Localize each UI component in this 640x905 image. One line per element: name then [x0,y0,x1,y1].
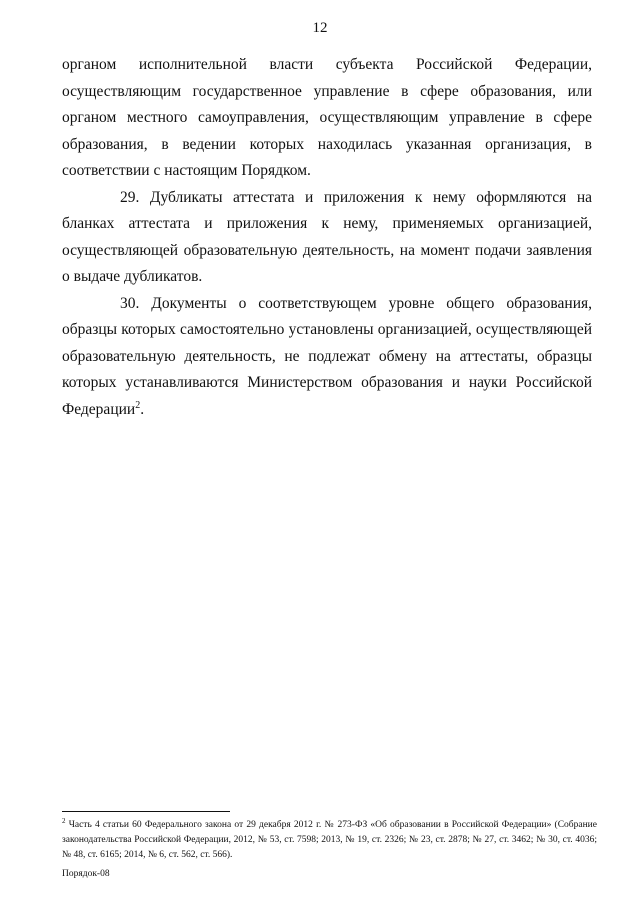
paragraph-30 [62,291,592,424]
paragraph-continuation: органом исполнительной власти субъекта Российской Федерации, осуществляющим государственное управление в сфере образования, или органом местного самоуправления, осуществляющим управление в сфере образования, в ведении которых находилась указанная организация, в соответствии с настоящим Порядком. [62,56,592,179]
page-number: 12 [312,20,328,36]
paragraph-30-end: . [140,400,145,418]
paragraph-30-text: 30. Документы о соответствующем уровне общего образования, образцы которых самостоятельно установлены организацией, осуществляющей образовательную деятельность, не подлежат обмену на аттестаты, образцы которых устанавливаются Министерством образования и науки Российской Федерации [62,294,592,418]
document-body [62,52,592,423]
document-code: Порядок-08 [62,869,110,879]
footnote [62,818,597,863]
paragraph-29: 29. Дубликаты аттестата и приложения к нему оформляются на бланках аттестата и приложения к нему, применяемых организацией, осуществляющей образовательную деятельность, на момент подачи заявления о выдаче дубликатов. [62,188,592,285]
footnote-reference: 2 [135,399,141,411]
footnote-separator [62,811,230,812]
footnote-text: Часть 4 статьи 60 Федерального закона от 29 декабря 2012 г. № 273-ФЗ «Об образовании в Российской Федерации» (Собрание законодательства Российской Федерации, 2012, № 53, ст. 7598; 2013, № 19, ст. 2326; № 23, ст. 2878; № 27, ст. 3462; № 30, ст. 4036; № 48, ст. 6165; 2014, № 6, ст. 562, ст. 566). [62,820,597,860]
footnote-marker: 2 [62,816,66,825]
